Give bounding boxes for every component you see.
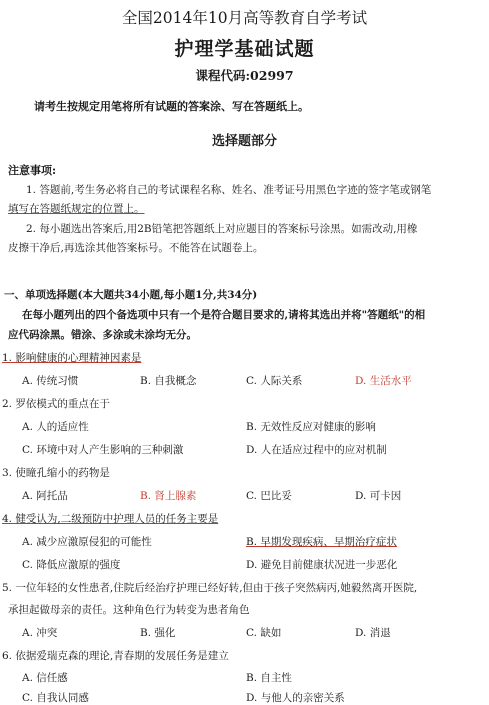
question-4-option-b: B. 早期发现疾病、早期治疗症状 [246, 536, 397, 548]
question-6-option-b: B. 自主性 [246, 672, 292, 684]
part1-heading: 一、单项选择题(本大题共34小题,每小题1分,共34分) [4, 289, 258, 301]
question-4-option-a: A. 减少应激原侵犯的可能性 [22, 536, 152, 548]
exam-title: 全国2014年10月高等教育自学考试 [121, 9, 368, 27]
question-3-option-b: B. 肾上腺素 [140, 490, 197, 502]
question-4-option-c: C. 降低应激原的强度 [22, 559, 121, 571]
question-5-option-d: D. 消退 [355, 627, 391, 639]
question-2-stem: 2. 罗依模式的重点在于 [2, 398, 110, 410]
section-title: 选择题部分 [211, 134, 277, 149]
paper-title: 护理学基础试题 [174, 38, 315, 60]
question-5-option-b: B. 强化 [140, 627, 176, 639]
answer-instruction: 请考生按规定用笔将所有试题的答案涂、写在答题纸上。 [34, 100, 309, 113]
question-1-stem: 1. 影响健康的心理精神因素是 [2, 352, 142, 364]
question-3-option-c: C. 巴比妥 [246, 490, 292, 502]
question-5-stem-line-1: 5. 一位年轻的女性患者,住院后经治疗护理已经好转,但由于孩子突然病丙,她毅然离开医院, [2, 582, 418, 594]
notice-item-2-line-2: 皮擦干净后,再选涂其他答案标号。不能答在试题卷上。 [8, 242, 264, 254]
question-6-stem: 6. 依据爱瑞克森的理论,青春期的发展任务是建立 [2, 650, 229, 662]
part1-intro-line-1: 在每小题列出的四个备选项中只有一个是符合题目要求的,请将其选出并将"答题纸"的相 [22, 309, 426, 321]
question-3-option-d: D. 可卡因 [355, 490, 402, 502]
question-5-option-c: C. 缺如 [246, 627, 282, 639]
question-6-option-a: A. 信任感 [22, 672, 68, 684]
notice-item-2-line-1: 2. 每小题选出答案后,用2B铅笔把答题纸上对应题目的答案标号涂黑。如需改动,用橡 [26, 223, 418, 235]
question-5-stem-line-2: 承担起做母亲的责任。这种角色行为转变为患者角色 [8, 604, 250, 616]
question-2-option-d: D. 人在适应过程中的应对机制 [246, 444, 387, 456]
question-4-stem: 4. 健受认为,二级预防中护理人员的任务主要是 [2, 513, 219, 525]
question-3-stem: 3. 使瞳孔缩小的药物是 [2, 467, 110, 479]
notice-item-1-line-2: 填写在答题纸规定的位置上。 [8, 203, 145, 215]
question-2-option-b: B. 无效性反应对健康的影响 [246, 421, 376, 433]
question-1-option-b: B. 自我概念 [140, 375, 197, 387]
notice-heading: 注意事项: [8, 164, 57, 177]
question-4-option-d: D. 避免目前健康状况进一步恶化 [246, 559, 398, 571]
question-1-option-d: D. 生活水平 [355, 375, 412, 387]
question-1-option-a: A. 传统习惯 [22, 375, 79, 387]
question-6-option-d: D. 与他人的亲密关系 [246, 692, 345, 704]
question-3-option-a: A. 阿托品 [22, 490, 68, 502]
question-2-option-a: A. 人的适应性 [22, 421, 89, 433]
question-2-option-c: C. 环境中对人产生影响的三种刺激 [22, 444, 184, 456]
notice-item-1-line-1: 1. 答题前,考生务必将自己的考试课程名称、姓名、准考证号用黑色字迹的签字笔或钢笔 [26, 184, 432, 196]
question-6-option-c: C. 自我认同感 [22, 692, 89, 704]
course-code: 课程代码:02997 [195, 68, 294, 83]
question-5-option-a: A. 冲突 [22, 627, 58, 639]
part1-intro-line-2: 应代码涂黑。错涂、多涂或未涂均无分。 [8, 329, 197, 341]
question-1-option-c: C. 人际关系 [246, 375, 303, 387]
